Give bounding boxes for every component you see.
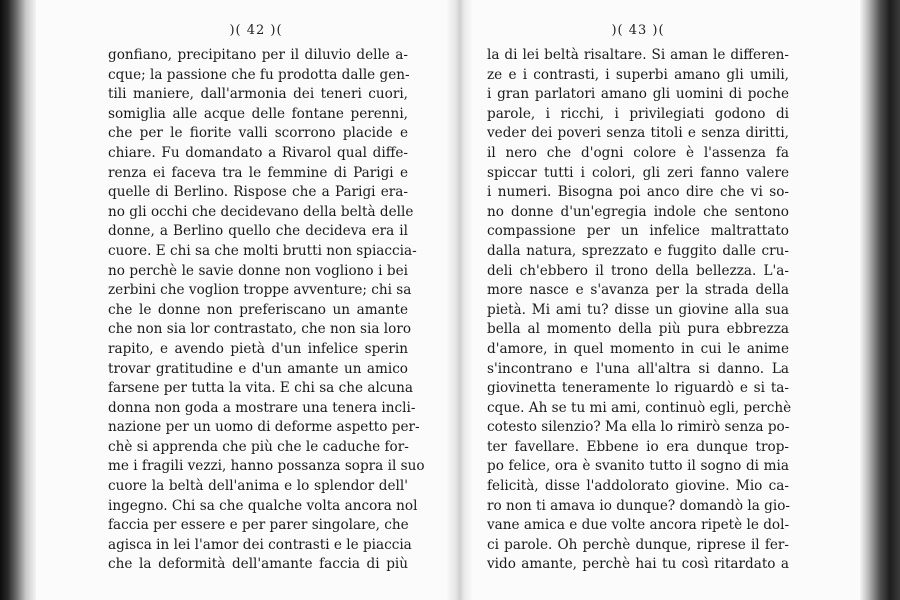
text-line: i numeri. Bisogna poi anco dire che vi so- bbox=[487, 184, 789, 201]
text-line: che per le fiorite valli scorrono placide e bbox=[108, 125, 408, 142]
text-line: gonfiano, precipitano per il diluvio delle a- bbox=[108, 47, 408, 63]
text-line: che non sia lor contrastato, che non sia loro bbox=[108, 321, 412, 338]
text-line: il nero che d'ogni colore è l'assenza fa bbox=[487, 144, 789, 161]
text-line: i gran parlatori amano gli uomini di poche bbox=[487, 86, 789, 103]
text-line: ci parole. Oh perchè dunque, riprese il fer- bbox=[487, 536, 789, 553]
text-line: nazione per un uomo di deforme aspetto per- bbox=[108, 419, 420, 436]
text-line: farsene per tutta la vita. E chi sa che alcuna bbox=[108, 380, 414, 397]
right-page-edge bbox=[860, 0, 900, 600]
text-line: d'amore, in quel momento in cui le anime bbox=[487, 340, 789, 357]
text-line: la di lei beltà risaltare. Si aman le differen- bbox=[487, 47, 789, 63]
text-line: no gli occhi che decidevano della beltà delle bbox=[108, 203, 414, 220]
text-line: trovar gratitudine e d'un amante un amico bbox=[108, 360, 408, 377]
text-line: che la deformità dell'amante faccia di più bbox=[108, 556, 408, 573]
text-line: me i fragili vezzi, hanno possanza sopra il suo bbox=[108, 458, 425, 475]
text-line: spiccar tutti i colori, gli zeri fanno valere bbox=[487, 164, 789, 181]
text-line: cuore la beltà dell'anima e lo splendor dell' bbox=[108, 478, 408, 495]
text-line: no perchè le savie donne non vogliono i bei bbox=[108, 262, 408, 279]
text-line: cque; la passione che fu prodotta dalle gen- bbox=[108, 66, 410, 83]
text-line: cuore. E chi sa che molti brutti non spiaccia- bbox=[108, 242, 417, 259]
left-binding-edge bbox=[0, 0, 36, 600]
text-line: vido amante, perchè hai tu così ritardato a bbox=[487, 556, 789, 573]
text-line: no donne d'un'egregia indole che sentono bbox=[487, 203, 789, 220]
text-line: pietà. Mi ami tu? disse un giovine alla sua bbox=[487, 301, 789, 318]
text-line: che le donne non preferiscano un amante bbox=[108, 301, 408, 318]
text-line: chiare. Fu domandato a Rivarol qual diffe- bbox=[108, 144, 408, 161]
text-line: rapito, e avendo pietà d'un infelice sperin bbox=[108, 340, 408, 357]
text-line: ingegno. Chi sa che qualche volta ancora nol bbox=[108, 497, 418, 514]
text-line: dalla natura, sprezzato e fuggito dalle cru- bbox=[487, 242, 789, 259]
left-page bbox=[108, 22, 425, 575]
right-page-number: )( 43 )( bbox=[611, 23, 665, 38]
text-line: donne, a Berlino quello che decideva era il bbox=[108, 223, 408, 240]
text-line: parole, i ricchi, i privilegiati godono di bbox=[487, 105, 789, 122]
text-line: ter favellare. Ebbene io era dunque trop- bbox=[487, 438, 789, 455]
text-line: po felice, ora è svanito tutto il sogno di mia bbox=[487, 458, 789, 475]
text-line: agisca in lei l'amor dei contrasti e le piaccia bbox=[108, 536, 412, 553]
center-gutter bbox=[446, 0, 474, 600]
text-line: donna non goda a mostrare una tenera incli- bbox=[108, 399, 416, 416]
text-line: s'incontrano e l'una all'altra si danno. La bbox=[487, 360, 789, 377]
text-line: vane amica e due volte ancora ripetè le dol- bbox=[487, 517, 790, 534]
text-line: tili maniere, dall'armonia dei teneri cuori, bbox=[108, 86, 408, 103]
right-page-text bbox=[487, 46, 792, 575]
text-line: faccia per essere e per parer singolare, che bbox=[108, 517, 409, 534]
text-line: felicità, disse l'addolorato giovine. Mio ca- bbox=[487, 478, 789, 495]
left-page-text bbox=[108, 46, 425, 575]
text-line: somiglia alle acque delle fontane perenni, bbox=[108, 105, 408, 122]
text-line: ze e i contrasti, i superbi amano gli umili, bbox=[487, 66, 789, 83]
text-line: zerbini che voglion troppe avventure; chi sa bbox=[108, 282, 412, 299]
text-line: more nasce e s'avanza per la strada della bbox=[487, 282, 789, 299]
text-line: cque. Ah se tu mi ami, continuò egli, perchè bbox=[487, 399, 792, 416]
text-line: giovinetta teneramente lo riguardò e si ta- bbox=[487, 380, 789, 397]
text-line: quelle di Berlino. Rispose che a Parigi era- bbox=[108, 184, 408, 201]
text-line: cotesto silenzio? Ma ella lo rimirò senza po- bbox=[487, 419, 790, 436]
text-line: chè si apprenda che più che le caduche for- bbox=[108, 438, 409, 455]
text-line: compassione per un infelice maltrattato bbox=[487, 223, 789, 240]
right-page bbox=[487, 22, 792, 575]
text-line: ro non ti amava io dunque? domandò la gio- bbox=[487, 497, 790, 514]
text-line: deli ch'ebbero il trono della bellezza. L'a- bbox=[487, 262, 789, 279]
text-line: veder dei poveri senza titoli e senza diritti, bbox=[487, 125, 789, 142]
text-line: renza ei faceva tra le femmine di Parigi e bbox=[108, 164, 408, 181]
left-page-number: )( 42 )( bbox=[229, 23, 283, 38]
text-line: bella al momento della più pura ebbrezza bbox=[487, 321, 789, 338]
